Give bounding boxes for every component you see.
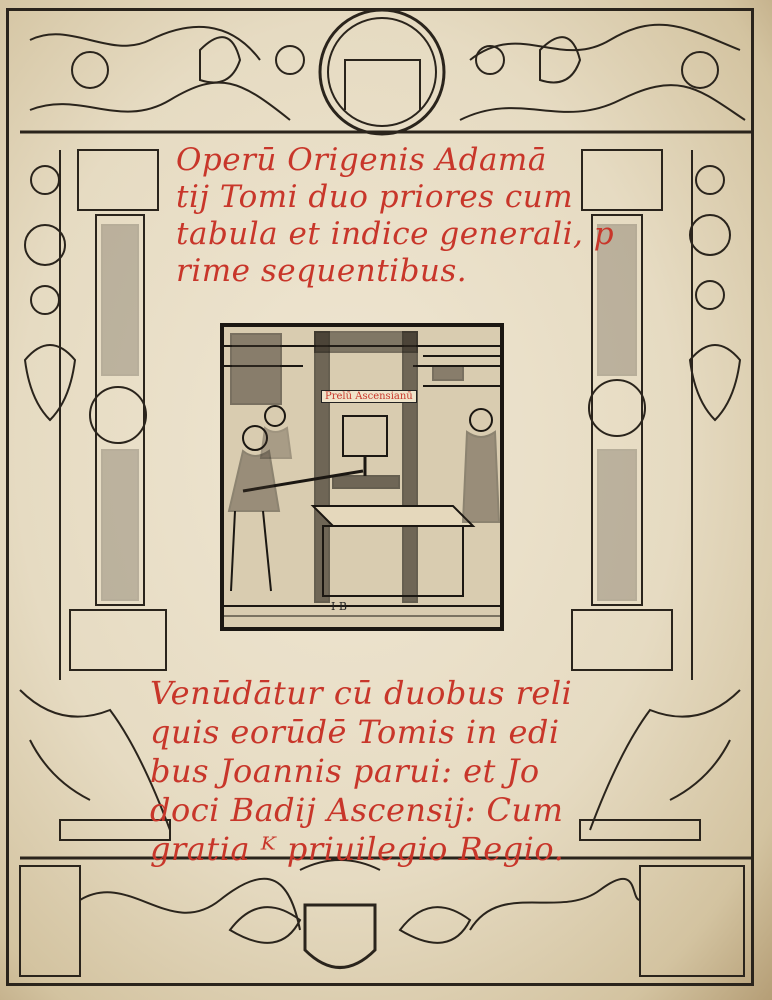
imprint-text bbox=[150, 674, 590, 869]
title-line-1: Operū Origenis Adamā bbox=[176, 142, 547, 178]
title-line-4: rime sequentibus. bbox=[176, 253, 468, 289]
printer-monogram: I B bbox=[331, 600, 347, 613]
press-banner-label: Prelū Ascensianū bbox=[321, 390, 417, 403]
printing-press-woodcut bbox=[220, 323, 504, 631]
top-ornament-band bbox=[20, 10, 752, 134]
right-pillar bbox=[572, 150, 740, 840]
printing-press-illustration bbox=[223, 326, 501, 628]
bottom-ornament-band bbox=[20, 858, 752, 976]
imprint-line-2: quis eorūdē Tomis in edi bbox=[150, 713, 560, 751]
imprint-line-4: doci Badij Ascensij: Cum bbox=[150, 791, 564, 829]
left-pillar bbox=[20, 150, 170, 840]
title-line-2: tij Tomi duo priores cum bbox=[176, 179, 574, 215]
imprint-line-3: bus Joannis parui: et Jo bbox=[150, 752, 540, 790]
imprint-line-5: gratia ᴷ priuilegio Regio. bbox=[150, 830, 565, 868]
imprint-line-1: Venūdātur cū duobus reli bbox=[150, 674, 573, 712]
title-line-3: tabula et indice generali, p bbox=[176, 216, 615, 252]
book-title bbox=[176, 142, 615, 290]
